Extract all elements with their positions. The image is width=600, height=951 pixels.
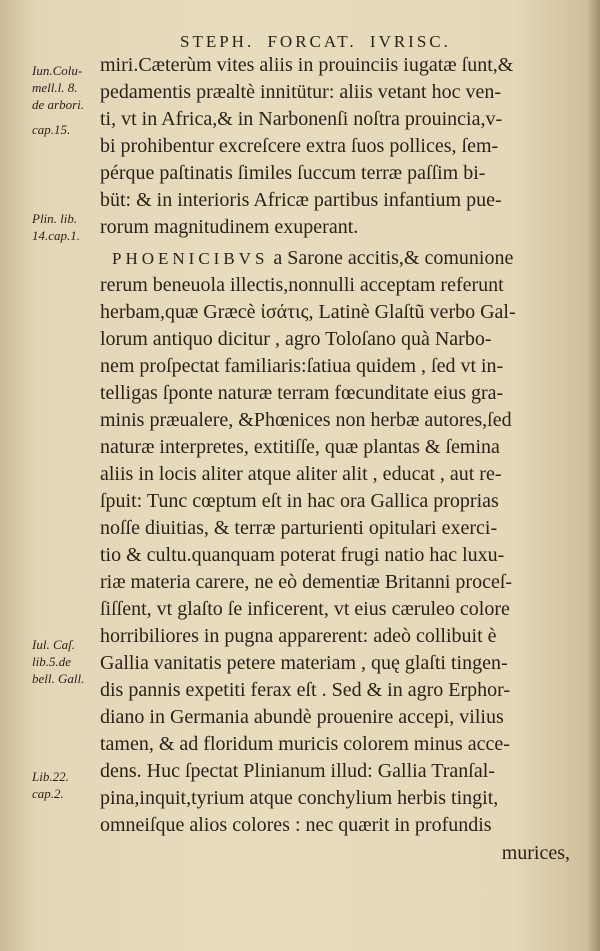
text-line: telligas ſponte naturæ terram fœcunditate eius gra- [100,382,504,404]
margin-note-line: 14.cap.1. [32,228,81,243]
header-author: STEPH. [180,32,255,51]
margin-note-line: Iun.Colu- [32,63,83,78]
small-caps-lead: PHOENICIBVS [112,249,269,268]
text-line: rorum magnitudinem exuperant. [100,216,359,238]
header-title: IVRISC. [369,32,451,51]
text-line: bi prohibentur excreſcere extra ſuos pollices, ſem- [100,135,499,157]
margin-note-line: de arbori. [32,97,84,112]
text-line: büt: & in interioris Africæ partibus infantium pue- [100,189,502,211]
paragraph-opening-line [112,245,588,272]
margin-note-line: bell. Gall. [32,671,85,686]
text-line: naturæ interpretes, extitiſſe, quæ plantas & ſemina [100,436,500,458]
text-line: pina,inquit,tyrium atque conchylium herbis tingit, [100,787,499,809]
text-line: riæ materia carere, ne eò dementiæ Britanni proceſ- [100,571,513,593]
text-line: diano in Germania abundè prouenire accepi, vilius [100,706,504,728]
text-line: rerum beneuola illectis,nonnulli acceptam referunt [100,274,504,296]
text-line: herbam,quæ Græcè ἰσάτις, Latinè Glaſtũ verbo Gal- [100,301,516,323]
margin-note-line: Iul. Caſ. [32,637,75,652]
text-line: nem proſpectat familiaris:ſatiua quidem , ſed vt in- [100,355,504,377]
text-line: horribiliores in pugna apparerent: adeò collibuit è [100,625,497,647]
margin-note-pliny [32,210,102,244]
text-line: tio & cultu.quanquam poterat frugi natio hac luxu- [100,544,505,566]
running-header [180,32,500,52]
text-line: pérque paſtinatis ſimiles ſuccum terræ paſſim bi- [100,162,486,184]
header-name: FORCAT. [267,32,357,51]
page-gutter-shadow [586,0,600,951]
text-line: ſpuit: Tunc cœptum eſt in hac ora Gallica proprias [100,490,499,512]
text-line: pedamentis præaltè innitütur: aliis vetant hoc ven- [100,81,502,103]
text-line: omneiſque alios colores : nec quærit in profundis [100,814,492,836]
margin-note-line: cap.2. [32,786,64,801]
text-line: aliis in locis aliter atque aliter alit , educat , aut re- [100,463,502,485]
text-line: noſſe diuitias, & terræ parturienti opitulari exerci- [100,517,498,539]
margin-note-line: Lib.22. [32,769,69,784]
margin-note-line: mell.l. 8. [32,80,78,95]
text-line: minis præualere, &Phœnices non herbæ autores,ſed [100,409,512,431]
text-line: miri.Cæterùm vites aliis in prouinciis iugatæ ſunt,& [100,54,514,76]
text-line: ſiſſent, vt glaſto ſe inficerent, vt eius cæruleo colore [100,598,510,620]
margin-note-line: lib.5.de [32,654,71,669]
text-line: lorum antiquo dicitur , agro Toloſano quà Narbo- [100,328,492,350]
margin-note-caesar [32,636,102,687]
catchword-line: murices, [501,842,570,864]
text-line: Gallia vanitatis petere materiam , quę glaſti tingen- [100,652,508,674]
margin-note-book22 [32,768,102,802]
text-line: dis pannis expetiti ferax eſt . Sed & in agro Erphor- [100,679,511,701]
margin-note-line: Plin. lib. [32,211,78,226]
margin-note-columella [32,62,102,138]
text-line: tamen, & ad floridum muricis colorem minus acce- [100,733,510,755]
text-line: ti, vt in Africa,& in Narbonenſi noſtra prouincia,v- [100,108,503,130]
text-line: dens. Huc ſpectat Plinianum illud: Gallia Tranſal- [100,760,495,782]
opening-line-text: a Sarone accitis,& comunione [273,247,514,269]
margin-note-line: cap.15. [32,122,71,137]
